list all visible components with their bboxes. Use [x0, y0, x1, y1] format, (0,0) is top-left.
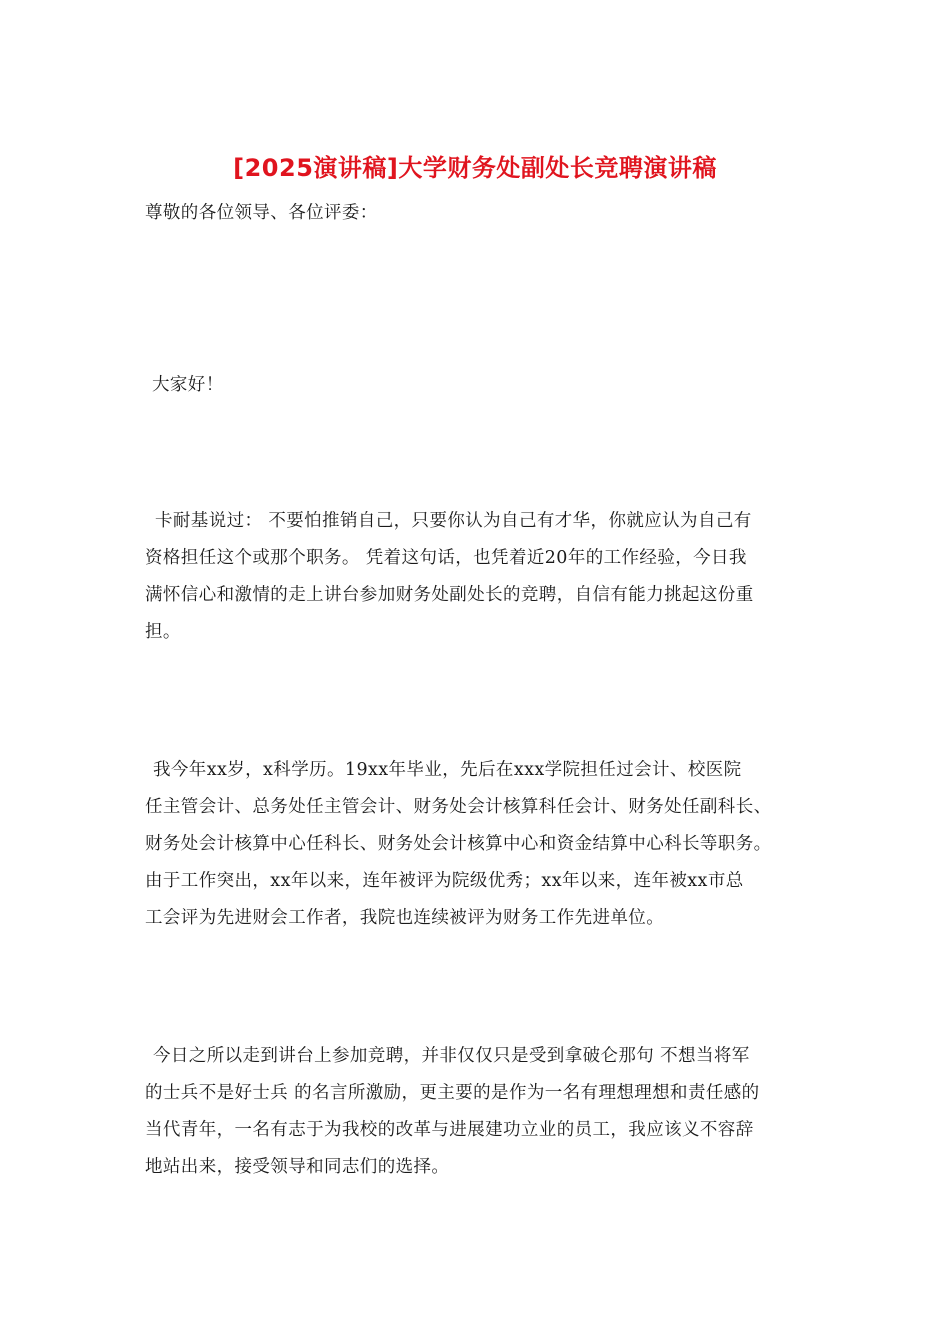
paragraph-line: 当代青年，一名有志于为我校的改革与进展建功立业的员工，我应该义不容辞 [145, 1120, 754, 1140]
paragraph-line: 满怀信心和激情的走上讲台参加财务处副处长的竞聘，自信有能力挑起这份重 [145, 585, 754, 605]
paragraph-line: 资格担任这个或那个职务。 凭着这句话，也凭着近20年的工作经验，今日我 [145, 548, 747, 568]
salutation-text: 尊敬的各位领导、各位评委： [145, 203, 378, 223]
paragraph-line: 任主管会计、总务处任主管会计、财务处会计核算科任会计、财务处任副科长、 [145, 797, 772, 817]
paragraph-line: 工会评为先进财会工作者，我院也连续被评为财务工作先进单位。 [145, 908, 665, 928]
paragraph-3 [145, 1038, 810, 1186]
paragraph-1 [145, 503, 810, 651]
paragraph-line: 地站出来，接受领导和同志们的选择。 [145, 1157, 450, 1177]
paragraph-line: 的士兵不是好士兵 的名言所激励，更主要的是作为一名有理想理想和责任感的 [145, 1083, 760, 1103]
document-title: [2025演讲稿]大学财务处副处长竞聘演讲稿 [233, 154, 717, 182]
paragraph-line: 今日之所以走到讲台上参加竞聘，并非仅仅只是受到拿破仑那句 不想当将军 [153, 1046, 750, 1066]
paragraph-2 [145, 752, 810, 937]
paragraph-line: 财务处会计核算中心任科长、财务处会计核算中心和资金结算中心科长等职务。 [145, 834, 772, 854]
salutation [145, 195, 810, 232]
paragraph-line: 我今年xx岁，x科学历。19xx年毕业，先后在xxx学院担任过会计、校医院 [153, 760, 742, 780]
paragraph-line: 担。 [145, 622, 181, 642]
paragraph-line: 由于工作突出，xx年以来，连年被评为院级优秀；xx年以来，连年被xx市总 [145, 871, 744, 891]
greeting-text: 大家好！ [152, 375, 224, 395]
greeting [145, 367, 810, 404]
paragraph-line: 卡耐基说过： 不要怕推销自己，只要你认为自己有才华，你就应认为自己有 [155, 511, 752, 531]
